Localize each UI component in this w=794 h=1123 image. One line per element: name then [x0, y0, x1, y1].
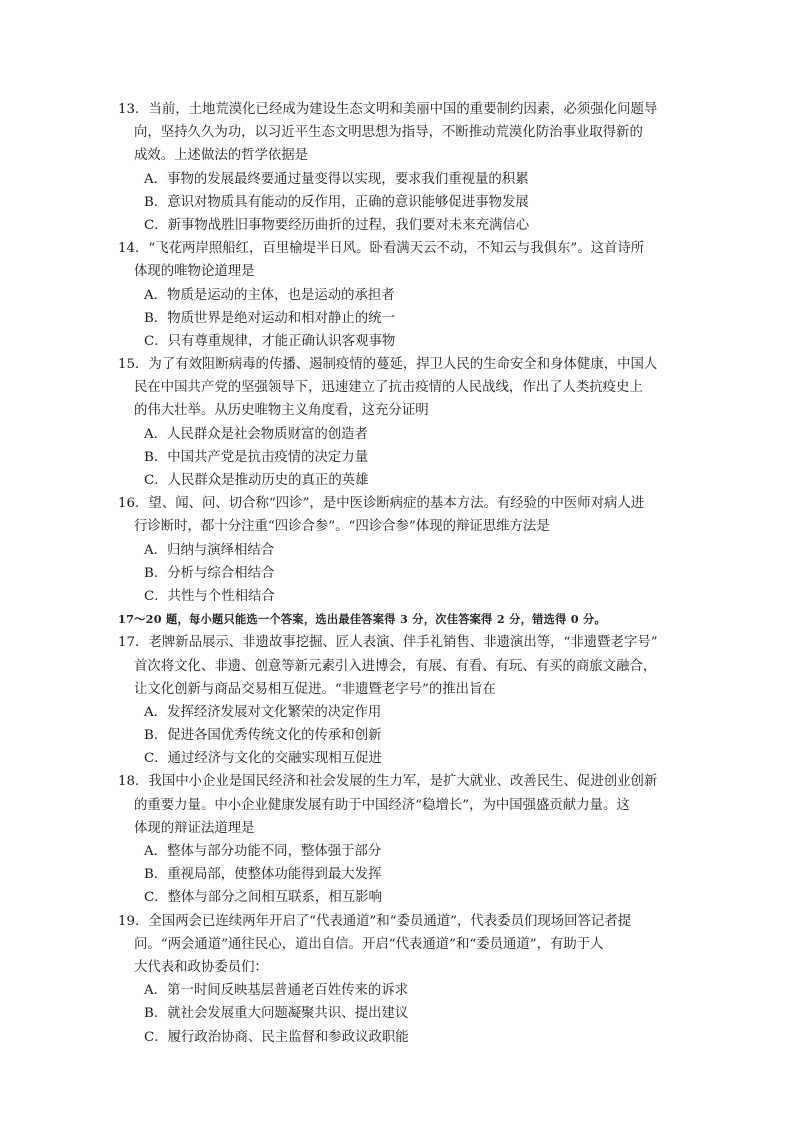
question-13-option-b: B．意识对物质具有能动的反作用，正确的意识能够促进事物发展	[144, 194, 529, 210]
question-17-option-a: A．发挥经济发展对文化繁荣的决定作用	[144, 704, 382, 720]
question-13-stem-line-2: 向，坚持久久为功，以习近平生态文明思想为指导，不断推动荒漠化防治事业取得新的	[134, 125, 643, 141]
question-15-option-a: A．人民群众是社会物质财富的创造者	[144, 426, 368, 442]
question-18	[118, 770, 678, 909]
question-16-option-c: C．共性与个性相结合	[144, 588, 275, 604]
question-16-option-b: B．分析与综合相结合	[144, 565, 275, 581]
question-17-option-c: C．通过经济与文化的交融实现相互促进	[144, 751, 382, 767]
question-19-option-a: A．第一时间反映基层普通老百姓传来的诉求	[144, 983, 409, 999]
question-14-stem-line-2: 体现的唯物论道理是	[134, 264, 255, 280]
question-17-stem-line-2: 首次将文化、非遗、创意等新元素引入进博会，有展、有看、有玩、有买的商旅文融合，	[134, 658, 657, 674]
question-19-stem-line-1: 19．全国两会已连续两年开启了“代表通道”和“委员通道”，代表委员们现场回答记者提	[118, 913, 632, 929]
question-17-stem-line-3: 让文化创新与商品交易相互促进。“非遗暨老字号”的推出旨在	[134, 681, 496, 697]
question-17-option-b: B．促进各国优秀传统文化的传承和创新	[144, 728, 382, 744]
question-19	[118, 910, 678, 1049]
question-19-option-c: C．履行政治协商、民主监督和参政议政职能	[144, 1029, 409, 1045]
question-14-option-c: C．只有尊重规律，才能正确认识客观事物	[144, 333, 396, 349]
question-16-stem-line-1: 16．望、闻、问、切合称“四诊”，是中医诊断病症的基本方法。有经验的中医师对病人进	[118, 496, 645, 512]
question-19-stem-line-3: 大代表和政协委员们：	[134, 959, 268, 975]
section-instruction: 17～20 题，每小题只能选一个答案，选出最佳答案得 3 分，次佳答案得 2 分，错选得 0 分。	[118, 612, 607, 627]
question-18-option-c: C．整体与部分之间相互联系，相互影响	[144, 890, 382, 906]
question-13-stem-line-3: 成效。上述做法的哲学依据是	[134, 148, 309, 164]
question-19-option-b: B．就社会发展重大问题凝聚共识、提出建议	[144, 1006, 409, 1022]
question-15-stem-line-2: 民在中国共产党的坚强领导下，迅速建立了抗击疫情的人民战线，作出了人类抗疫史上	[134, 380, 643, 396]
question-14-option-a: A．物质是运动的主体，也是运动的承担者	[144, 287, 395, 303]
question-13-stem-line-1: 13．当前，土地荒漠化已经成为建设生态文明和美丽中国的重要制约因素，必须强化问题导	[118, 102, 658, 117]
question-14-option-b: B．物质世界是绝对运动和相对静止的统一	[144, 310, 395, 326]
question-14	[118, 237, 678, 353]
question-18-option-b: B．重视局部，使整体功能得到最大发挥	[144, 867, 382, 883]
question-15-option-b: B．中国共产党是抗击疫情的决定力量	[144, 449, 369, 465]
question-15-option-c: C．人民群众是推动历史的真正的英雄	[144, 473, 369, 488]
question-16-option-a: A．归纳与演绎相结合	[144, 542, 275, 558]
question-16-stem-line-2: 行诊断时，都十分注重“四诊合参”。“四诊合参”体现的辩证思维方法是	[134, 519, 550, 535]
question-13-option-a: A．事物的发展最终要通过量变得以实现，要求我们重视量的积累	[144, 171, 529, 187]
question-19-stem-line-2: 问。“两会通道”通往民心，道出自信。开启“代表通道”和“委员通道”，有助于人	[134, 936, 604, 952]
question-16	[118, 492, 678, 608]
question-18-stem-line-3: 体现的辩证法道理是	[134, 820, 255, 836]
question-13	[118, 98, 678, 237]
question-15-stem-line-3: 的伟大壮举。从历史唯物主义角度看，这充分证明	[134, 403, 429, 419]
question-18-stem-line-2: 的重要力量。中小企业健康发展有助于中国经济“稳增长”，为中国强盛贡献力量。这	[134, 797, 630, 813]
question-13-option-c: C．新事物战胜旧事物要经历曲折的过程，我们要对未来充满信心	[144, 217, 530, 233]
question-content	[118, 98, 678, 1049]
question-18-option-a: A．整体与部分功能不同，整体强于部分	[144, 844, 382, 859]
question-17-stem-line-1: 17．老牌新品展示、非遗故事挖掘、匠人表演、伴手礼销售、非遗演出等，“非遗暨老字号”	[118, 635, 658, 651]
question-15-stem-line-1: 15．为了有效阻断病毒的传播、遏制疫情的蔓延，捍卫人民的生命安全和身体健康，中国人	[118, 357, 658, 373]
question-14-stem-line-1: 14．“飞花两岸照船红，百里榆堤半日风。卧看满天云不动，不知云与我俱东”。这首诗所	[118, 241, 645, 257]
question-17	[118, 631, 678, 770]
question-15	[118, 353, 678, 492]
question-18-stem-line-1: 18．我国中小企业是国民经济和社会发展的生力军，是扩大就业、改善民生、促进创业创新	[118, 774, 658, 790]
